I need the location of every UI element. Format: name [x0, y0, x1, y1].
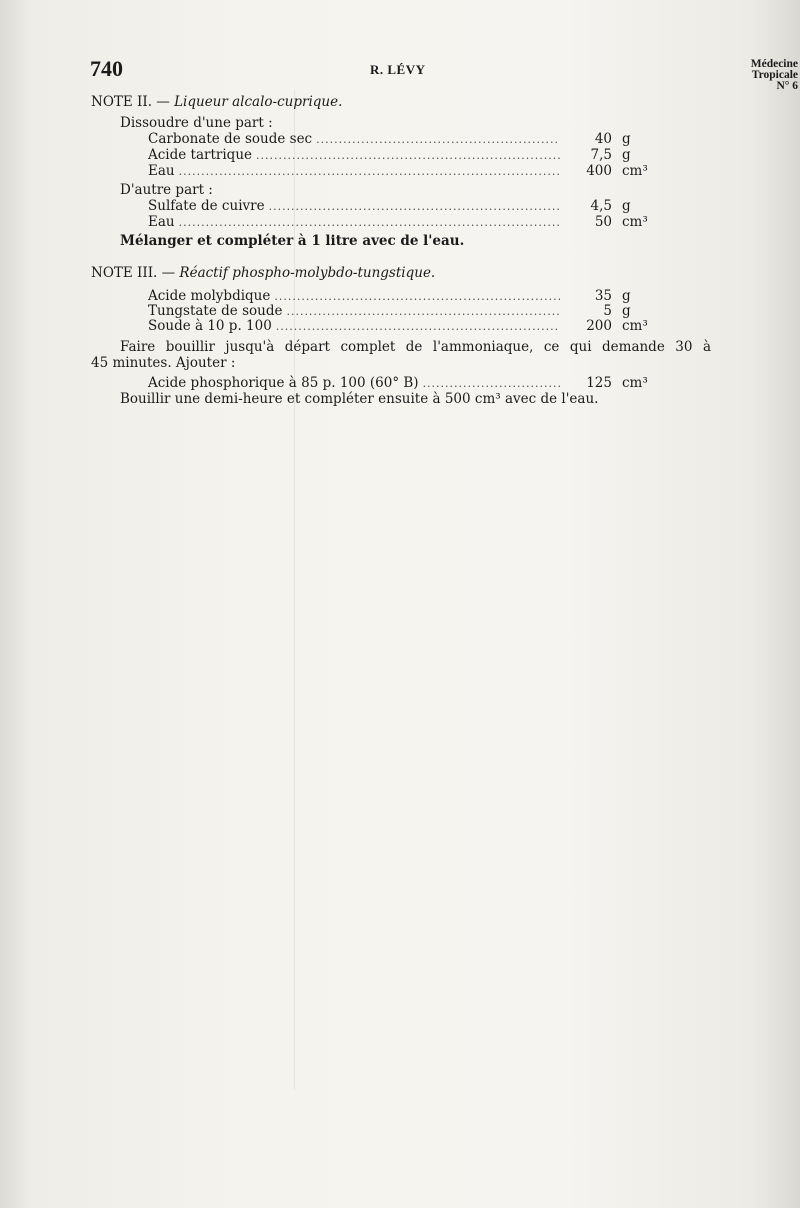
note2-title: NOTE II. — [91, 94, 170, 110]
paragraph-line: 45 minutes. Ajouter : [91, 355, 236, 371]
note3-boil-paragraph [91, 339, 711, 371]
ingredient-unit: g [622, 288, 631, 304]
ingredient-unit: cm³ [622, 163, 648, 179]
ingredient-row [148, 163, 656, 179]
leader-dots [179, 164, 560, 180]
ingredient-unit: g [622, 147, 631, 163]
ingredient-name: Acide molybdique [148, 288, 271, 304]
ingredient-value: 50 [594, 214, 612, 230]
ingredient-row [148, 288, 656, 304]
leader-dots [269, 199, 560, 215]
leader-dots [256, 148, 560, 164]
ingredient-name: Tungstate de soude [148, 303, 283, 319]
ingredient-name: Acide phosphorique à 85 p. 100 (60° B) [148, 375, 419, 391]
ingredient-value: 40 [594, 131, 612, 147]
ingredient-row [148, 198, 656, 214]
ingredient-row [148, 303, 656, 319]
ingredient-unit: g [622, 303, 631, 319]
ingredient-row [148, 131, 656, 147]
journal-tag [728, 59, 798, 92]
journal-tag-line: Médecine [750, 58, 798, 70]
ingredient-unit: g [622, 131, 631, 147]
ingredient-name: Eau [148, 163, 175, 179]
ingredient-value: 7,5 [590, 147, 612, 163]
running-head-author: R. LÉVY [370, 62, 426, 77]
ingredient-name: Eau [148, 214, 175, 230]
ingredient-unit: cm³ [622, 318, 648, 334]
page-number: 740 [90, 56, 123, 81]
note3-title: NOTE III. — [91, 265, 176, 281]
note2-title-italic: Liqueur alcalo-cuprique. [174, 94, 343, 110]
ingredient-name: Carbonate de soude sec [148, 131, 313, 147]
ingredient-unit: cm³ [622, 375, 648, 391]
note3-heading [91, 265, 435, 281]
note2-mix-text: Mélanger et compléter à 1 litre avec de l'eau. [120, 233, 465, 249]
ingredient-unit: g [622, 198, 631, 214]
journal-tag-line: N° 6 [776, 80, 798, 92]
ingredient-name: Soude à 10 p. 100 [148, 318, 272, 334]
ingredient-name: Acide tartrique [148, 147, 252, 163]
ingredient-value: 5 [603, 303, 612, 319]
leader-dots [179, 215, 560, 231]
ingredient-name: Sulfate de cuivre [148, 198, 265, 214]
ingredient-value: 4,5 [590, 198, 612, 214]
ingredient-row [148, 375, 656, 391]
ingredient-value: 125 [586, 375, 612, 391]
ingredient-value: 200 [586, 318, 612, 334]
ingredient-unit: cm³ [622, 214, 648, 230]
leader-dots [423, 376, 560, 392]
paragraph-line: Faire bouillir jusqu'à départ complet de l'ammoniaque, ce qui demande 30 à [120, 339, 711, 355]
ingredient-value: 400 [586, 163, 612, 179]
ingredient-value: 35 [594, 288, 612, 304]
journal-tag-line: Tropicale [751, 69, 798, 81]
note2-heading [91, 94, 342, 110]
note3-final-text: Bouillir une demi-heure et compléter ensuite à 500 cm³ avec de l'eau. [120, 391, 599, 407]
note3-title-italic: Réactif phospho-molybdo-tungstique. [179, 265, 436, 281]
ingredient-row [148, 214, 656, 230]
ingredient-row [148, 318, 656, 334]
ingredient-row [148, 147, 656, 163]
leader-dots [316, 132, 560, 148]
note2-other-label: D'autre part : [120, 182, 213, 198]
note2-dissolve-label: Dissoudre d'une part : [120, 115, 273, 131]
leader-dots [276, 319, 560, 335]
